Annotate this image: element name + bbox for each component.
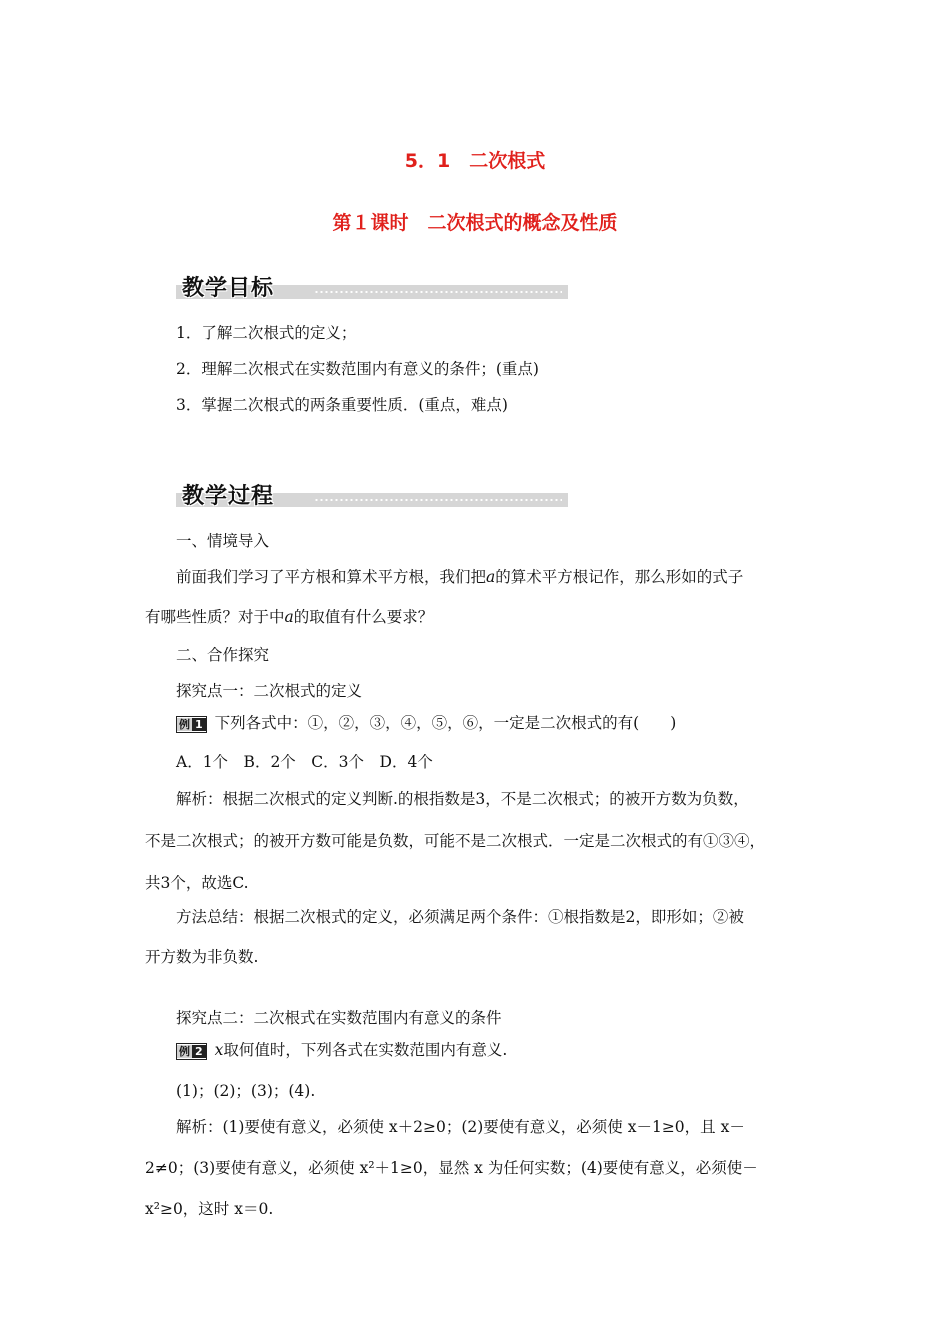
example-badge: 例 1: [176, 716, 207, 733]
explore-point-2: 探究点二：二次根式在实数范围内有意义的条件: [176, 1009, 502, 1027]
example-1-question: 例 1 下列各式中：①，②，③，④，⑤，⑥，一定是二次根式的有( ): [176, 711, 676, 733]
section-header-process: [176, 479, 568, 513]
analysis-line: 不是二次根式；的被开方数可能是负数，可能不是二次根式．一定是二次根式的有①③④，: [145, 832, 766, 850]
analysis-line: 解析：根据二次根式的定义判断.的根指数是3，不是二次根式；的被开方数为负数，: [176, 790, 749, 808]
goal-item: 2．理解二次根式在实数范围内有意义的条件；(重点): [176, 360, 539, 378]
section-header-goals: [176, 271, 568, 305]
analysis-line: 2≠0；(3)要使有意义，必须使 x²＋1≥0，显然 x 为任何实数；(4)要使有意义，必须使－: [145, 1159, 758, 1177]
analysis-line: 共3个，故选C.: [145, 874, 249, 892]
intro-paragraph-line: 前面我们学习了平方根和算术平方根，我们把a的算术平方根记作，那么形如的式子: [176, 568, 744, 586]
example-1-options: A．1个 B．2个 C．3个 D．4个: [176, 753, 433, 771]
intro-heading: 一、情境导入: [176, 532, 270, 550]
goal-item: 1．了解二次根式的定义；: [176, 324, 357, 342]
section-label: 教学过程: [182, 484, 275, 509]
analysis-line: x²≥0，这时 x＝0.: [145, 1200, 274, 1218]
method-summary-line: 开方数为非负数.: [145, 948, 259, 966]
coop-heading: 二、合作探究: [176, 646, 270, 664]
method-summary-line: 方法总结：根据二次根式的定义，必须满足两个条件：①根指数是2，即形如；②被: [176, 908, 744, 926]
page-title: 5．1 二次根式: [404, 150, 546, 172]
explore-point-1: 探究点一：二次根式的定义: [176, 682, 363, 700]
section-bar-dots: [314, 499, 562, 501]
analysis-line: 解析：(1)要使有意义，必须使 x＋2≥0；(2)要使有意义，必须使 x－1≥0，且 x－: [176, 1118, 745, 1136]
section-bar-dots: [314, 291, 562, 293]
goal-item: 3．掌握二次根式的两条重要性质．(重点，难点): [176, 396, 508, 414]
example-badge: 例 2: [176, 1043, 207, 1060]
intro-paragraph-line: 有哪些性质？对于中a的取值有什么要求？: [145, 608, 434, 626]
section-label: 教学目标: [182, 276, 275, 301]
example-2-question: 例 2 x取何值时，下列各式在实数范围内有意义.: [176, 1038, 507, 1060]
lesson-subtitle: 第１课时 二次根式的概念及性质: [332, 212, 618, 234]
example-2-items: (1)；(2)；(3)；(4).: [176, 1082, 316, 1100]
